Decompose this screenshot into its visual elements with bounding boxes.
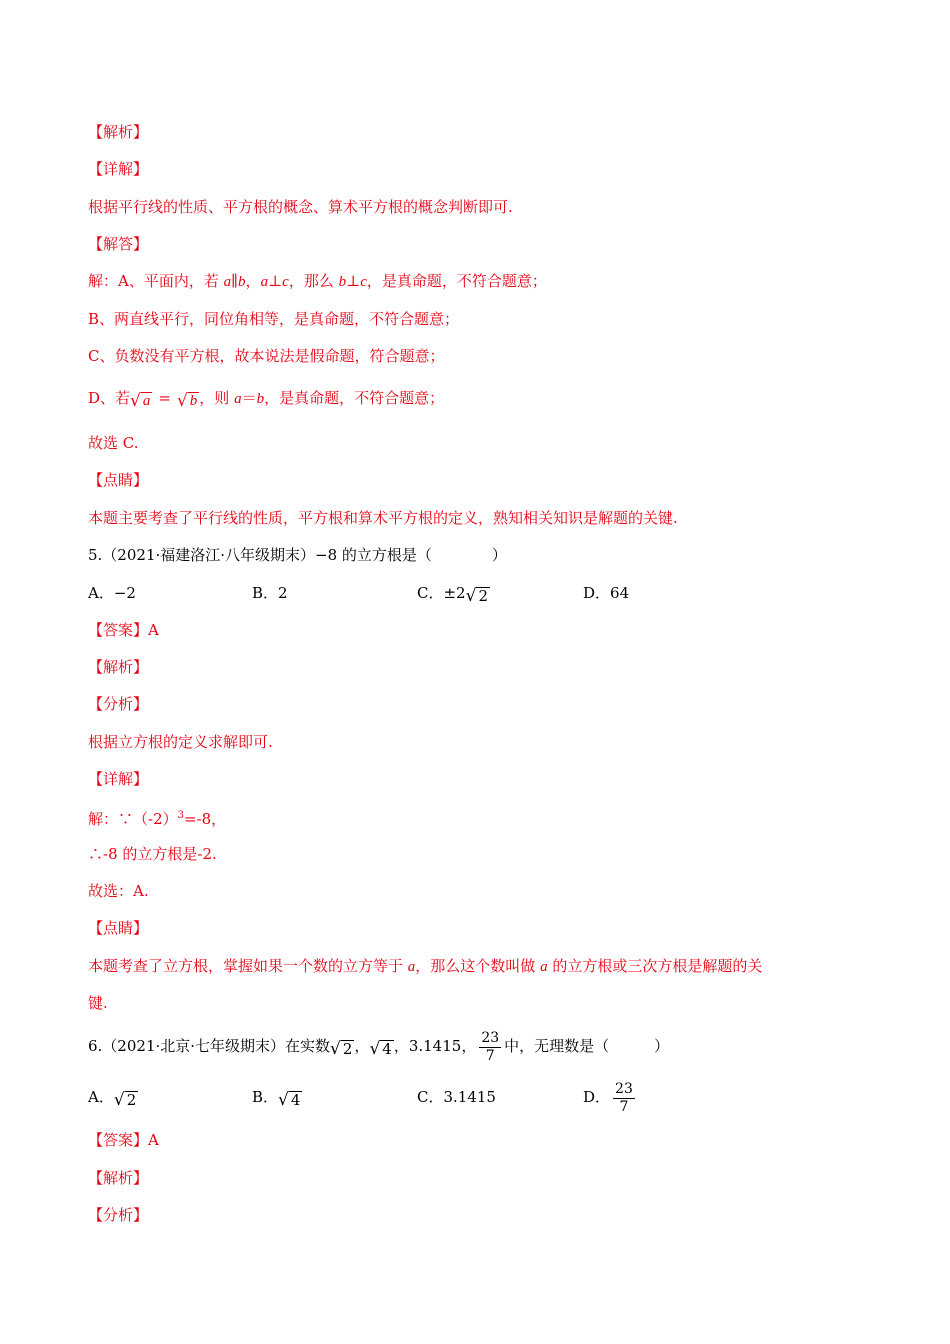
question-6-stem: 6.（2021·北京·七年级期末）在实数 √ 2 ， √ 4 ，3.1415， $\frac{23}{7}$ 中，无理数是（ ） — [88, 1029, 670, 1064]
choice-conclusion: 故选：A. — [88, 882, 149, 900]
solution-step-2: ∴-8 的立方根是-2. — [88, 845, 217, 863]
question-5-options — [88, 582, 888, 604]
tag-jieda: 【解答】 — [88, 235, 149, 253]
solution-line-c: C、负数没有平方根，故本说法是假命题，符合题意； — [88, 347, 445, 365]
option-a: A．−2 — [88, 584, 136, 602]
comment-text: 本题考查了立方根，掌握如果一个数的立方等于 a，那么这个数叫做 a 的立方根或三次方根是解题的关 — [88, 957, 763, 975]
tag-dianjing: 【点睛】 — [88, 471, 149, 489]
option-d: D． $\frac{23}{7}$ — [583, 1080, 633, 1115]
tag-jiexi: 【解析】 — [88, 1169, 149, 1187]
analysis-text: 根据立方根的定义求解即可. — [88, 733, 273, 751]
tag-jiexi: 【解析】 — [88, 123, 149, 141]
tag-xiangjie: 【详解】 — [88, 160, 149, 178]
option-b: B．2 — [252, 584, 288, 602]
tag-xiangjie: 【详解】 — [88, 770, 149, 788]
tag-dianjing: 【点睛】 — [88, 919, 149, 937]
comment-text: 本题主要考查了平行线的性质，平方根和算术平方根的定义，熟知相关知识是解题的关键. — [88, 509, 678, 527]
option-c: C．±2 √ 2 — [417, 584, 488, 606]
fraction: $\frac{23}{7}$ — [615, 1080, 633, 1115]
sqrt-a: √ a — [130, 391, 151, 411]
sqrt-b: √ b — [176, 391, 198, 411]
solution-line-d: D、若 √ a = √ b ，则 a＝b，是真命题，不符合题意； — [88, 389, 445, 411]
fraction: $\frac{23}{7}$ — [481, 1029, 500, 1064]
question-6-options — [88, 1079, 888, 1119]
answer-line: 【答案】A — [88, 621, 159, 639]
option-b: B． √ 4 — [252, 1088, 301, 1110]
solution-step-1: 解：$\because(-2)^3=-8$， — [88, 810, 227, 828]
solution-line-b: B、两直线平行，同位角相等，是真命题，不符合题意； — [88, 310, 460, 328]
comment-text-cont: 键. — [88, 994, 108, 1012]
tag-fenxi: 【分析】 — [88, 1206, 149, 1224]
choice-conclusion: 故选 C. — [88, 434, 139, 452]
analysis-text: 根据平行线的性质、平方根的概念、算术平方根的概念判断即可. — [88, 198, 513, 216]
option-c: C．3.1415 — [417, 1088, 496, 1106]
answer-line: 【答案】A — [88, 1131, 159, 1149]
solution-line-a: 解：A、平面内，若 a∥b，a⊥c，那么 b⊥c，是真命题，不符合题意； — [88, 272, 547, 290]
tag-jiexi: 【解析】 — [88, 658, 149, 676]
option-a: A． √ 2 — [88, 1088, 137, 1110]
tag-fenxi: 【分析】 — [88, 695, 149, 713]
option-d: D．64 — [583, 584, 630, 602]
question-5-stem: 5.（2021·福建洛江·八年级期末）−8 的立方根是（ ） — [88, 546, 507, 564]
